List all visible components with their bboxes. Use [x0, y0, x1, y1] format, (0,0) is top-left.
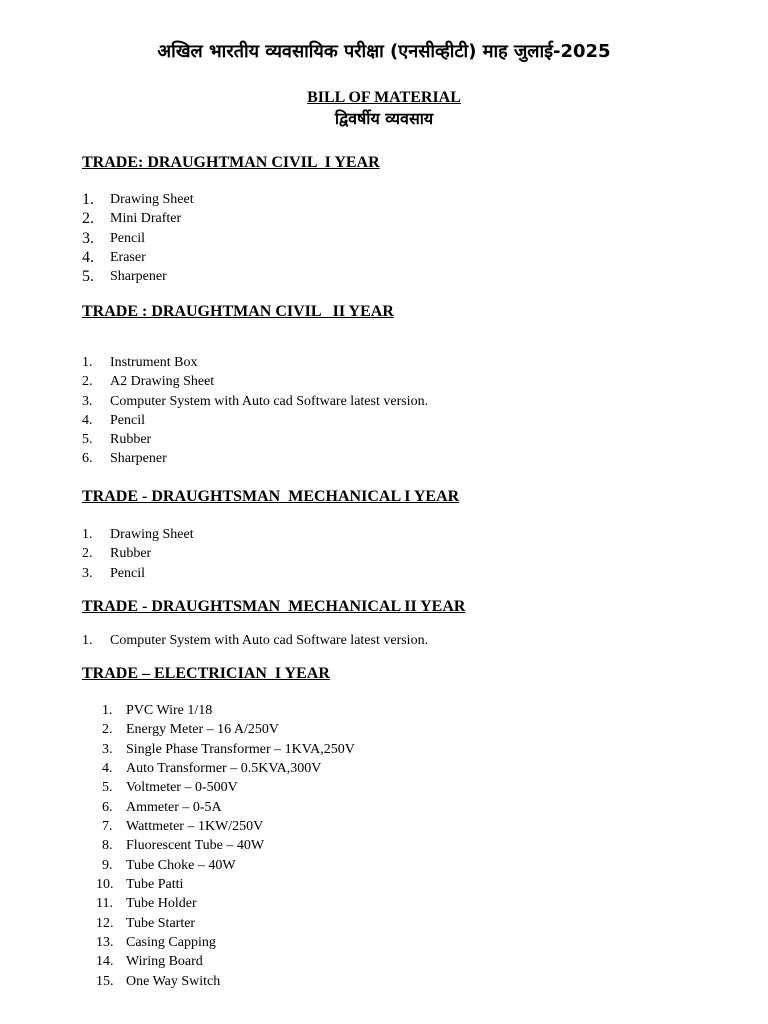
list-item	[82, 209, 194, 228]
item-number: 3.	[82, 393, 93, 409]
item-text: One Way Switch	[126, 973, 221, 989]
item-text: Single Phase Transformer – 1KVA,250V	[126, 741, 355, 757]
document-subtitle: BILL OF MATERIAL	[307, 89, 461, 106]
item-text: Drawing Sheet	[110, 192, 194, 207]
list-item	[82, 392, 428, 411]
item-list-electrician-1	[96, 701, 355, 991]
item-text: Instrument Box	[110, 355, 198, 370]
item-number: 1.	[102, 703, 113, 718]
item-number: 7.	[102, 819, 113, 835]
item-text: Wattmeter – 1KW/250V	[126, 819, 264, 835]
list-item	[96, 914, 355, 933]
item-text: Pencil	[110, 565, 145, 581]
item-number: 3.	[82, 565, 93, 581]
list-item	[96, 875, 355, 894]
list-item	[82, 411, 428, 430]
item-text: Mini Drafter	[110, 211, 182, 227]
section-heading-draughtman-civil-1: TRADE: DRAUGHTMAN CIVIL I YEAR	[82, 154, 380, 171]
item-text: Sharpener	[110, 451, 167, 467]
item-text: PVC Wire 1/18	[126, 703, 213, 718]
list-item	[96, 972, 355, 991]
item-number: 13.	[96, 935, 114, 951]
list-item	[82, 248, 194, 267]
item-list-draughtman-civil-2	[82, 353, 428, 469]
item-number: 15.	[96, 973, 114, 989]
item-number: 3.	[102, 741, 113, 757]
item-number: 11.	[96, 896, 113, 912]
item-number: 10.	[96, 877, 114, 893]
item-text: Casing Capping	[126, 935, 216, 951]
list-item	[82, 564, 194, 583]
item-number: 2.	[102, 722, 113, 738]
section-heading-electrician-1: TRADE – ELECTRICIAN I YEAR	[82, 665, 330, 682]
section-heading-draughtman-civil-2: TRADE : DRAUGHTMAN CIVIL II YEAR	[82, 303, 394, 320]
list-item	[82, 353, 428, 372]
document-subtitle-hindi: द्विवर्षीय व्यवसाय	[334, 109, 434, 128]
item-number: 6.	[82, 451, 93, 467]
item-number: 1.	[82, 191, 94, 208]
item-text: Tube Choke – 40W	[126, 857, 236, 873]
item-number: 1.	[82, 633, 93, 648]
item-number: 9.	[102, 857, 113, 873]
item-text: A2 Drawing Sheet	[110, 374, 215, 390]
item-list-draughtsman-mechanical-2	[82, 631, 428, 650]
item-number: 6.	[102, 799, 113, 815]
item-number: 2.	[82, 210, 94, 228]
item-list-draughtman-civil-1	[82, 190, 194, 286]
item-number: 2.	[82, 374, 93, 390]
list-item	[82, 229, 194, 248]
item-number: 4.	[102, 761, 113, 777]
item-list-draughtsman-mechanical-1	[82, 525, 194, 583]
item-number: 5.	[82, 268, 94, 286]
item-number: 5.	[102, 780, 113, 796]
document-title: अखिल भारतीय व्यवसायिक परीक्षा (एनसीव्हीटी) माह जुलाई-2025	[157, 41, 611, 62]
item-number: 14.	[96, 954, 114, 970]
item-text: Rubber	[110, 432, 152, 448]
list-item	[102, 836, 355, 855]
list-item	[82, 525, 194, 544]
list-item	[82, 449, 428, 468]
list-item	[82, 631, 428, 650]
item-text: Computer System with Auto cad Software latest version.	[110, 393, 429, 409]
item-text: Rubber	[110, 546, 152, 562]
list-item	[102, 740, 355, 759]
item-number: 5.	[82, 432, 93, 448]
item-text: Drawing Sheet	[110, 527, 194, 542]
item-number: 1.	[82, 355, 93, 370]
item-text: Eraser	[110, 249, 146, 265]
item-text: Ammeter – 0-5A	[126, 799, 222, 815]
item-number: 2.	[82, 546, 93, 562]
list-item	[96, 894, 355, 913]
list-item	[102, 759, 355, 778]
item-number: 4.	[82, 412, 93, 428]
item-text: Tube Holder	[126, 896, 197, 912]
list-item	[82, 544, 194, 563]
item-text: Tube Patti	[126, 877, 184, 893]
list-item	[82, 190, 194, 209]
item-number: 8.	[102, 838, 113, 854]
item-number: 1.	[82, 527, 93, 542]
item-number: 12.	[96, 915, 114, 931]
list-item	[102, 856, 355, 875]
item-text: Sharpener	[110, 269, 167, 285]
list-item	[102, 720, 355, 739]
list-item	[82, 267, 194, 286]
item-text: Energy Meter – 16 A/250V	[126, 722, 279, 738]
section-heading-draughtsman-mechanical-1: TRADE - DRAUGHTSMAN MECHANICAL I YEAR	[82, 488, 460, 505]
item-text: Computer System with Auto cad Software latest version.	[110, 633, 429, 648]
list-item	[102, 778, 355, 797]
item-text: Voltmeter – 0-500V	[126, 780, 238, 796]
list-item	[102, 817, 355, 836]
item-number: 4.	[82, 248, 94, 266]
item-text: Fluorescent Tube – 40W	[126, 838, 265, 854]
item-text: Auto Transformer – 0.5KVA,300V	[126, 761, 322, 777]
list-item	[102, 798, 355, 817]
item-text: Tube Starter	[126, 915, 196, 931]
list-item	[82, 372, 428, 391]
list-item	[96, 933, 355, 952]
section-heading-draughtsman-mechanical-2: TRADE - DRAUGHTSMAN MECHANICAL II YEAR	[82, 598, 466, 615]
item-text: Pencil	[110, 230, 145, 246]
list-item	[82, 430, 428, 449]
item-text: Wiring Board	[126, 954, 203, 970]
list-item	[96, 952, 355, 971]
item-number: 3.	[82, 229, 94, 247]
list-item	[102, 701, 355, 720]
item-text: Pencil	[110, 412, 145, 428]
